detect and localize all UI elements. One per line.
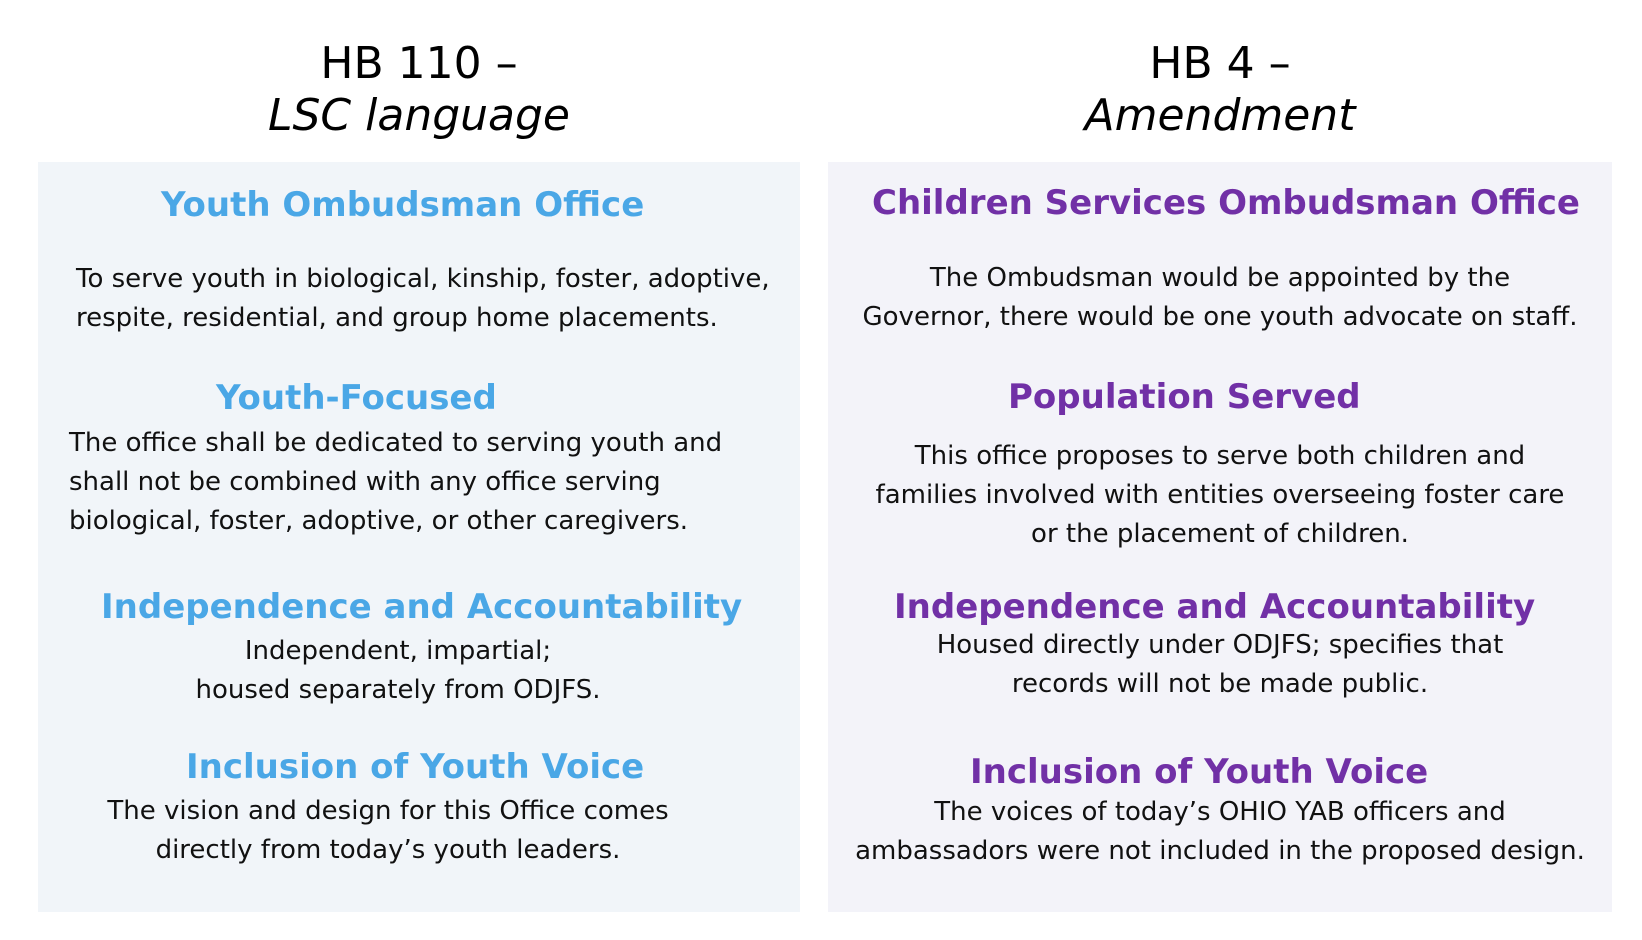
section-body: [828, 259, 1612, 337]
body-line: ambassadors were not included in the proposed design.: [855, 836, 1585, 866]
right-panel: [828, 162, 1612, 912]
body-line: Independent, impartial;: [244, 636, 552, 666]
section-heading: Children Services Ombudsman Office: [872, 183, 1580, 223]
body-line: To serve youth in biological, kinship, foster, adoptive,: [76, 264, 770, 294]
section-body: [76, 260, 770, 338]
body-line: The Ombudsman would be appointed by the: [929, 263, 1511, 293]
body-line: The voices of today’s OHIO YAB officers and: [934, 797, 1506, 827]
left-panel: [38, 162, 800, 912]
section-heading: Youth Ombudsman Office: [161, 185, 645, 225]
right-column-title: [828, 38, 1612, 142]
body-line: The vision and design for this Office comes: [107, 796, 669, 826]
section-heading: Youth-Focused: [216, 378, 497, 418]
left-title-line2: LSC language: [267, 90, 570, 141]
section-heading: Independence and Accountability: [101, 587, 743, 627]
section-heading: Population Served: [1008, 377, 1361, 417]
section-heading: Inclusion of Youth Voice: [970, 752, 1429, 792]
right-title-line2: Amendment: [1084, 90, 1356, 141]
section-body: [828, 793, 1612, 871]
left-column-title: [38, 38, 800, 142]
right-title-line1: HB 4 –: [1149, 38, 1291, 89]
body-line: biological, foster, adoptive, or other caregivers.: [69, 506, 689, 536]
body-line: housed separately from ODJFS.: [195, 675, 601, 705]
section-heading: Inclusion of Youth Voice: [186, 747, 645, 787]
left-title-line1: HB 110 –: [320, 38, 518, 89]
body-line: or the placement of children.: [1031, 519, 1409, 549]
body-line: families involved with entities overseeing foster care: [875, 480, 1565, 510]
body-line: Governor, there would be one youth advocate on staff.: [862, 302, 1578, 332]
body-line: shall not be combined with any office serving: [69, 467, 661, 497]
body-line: Housed directly under ODJFS; specifies that: [936, 630, 1504, 660]
section-body: [828, 437, 1612, 554]
section-body: [38, 632, 758, 710]
body-line: The office shall be dedicated to serving youth and: [69, 428, 723, 458]
section-body: [69, 424, 722, 541]
section-body: [38, 792, 738, 870]
section-heading: Independence and Accountability: [894, 587, 1536, 627]
body-line: respite, residential, and group home placements.: [76, 303, 718, 333]
section-body: [828, 626, 1612, 704]
body-line: records will not be made public.: [1011, 669, 1429, 699]
body-line: directly from today’s youth leaders.: [155, 835, 621, 865]
body-line: This office proposes to serve both children and: [914, 441, 1526, 471]
